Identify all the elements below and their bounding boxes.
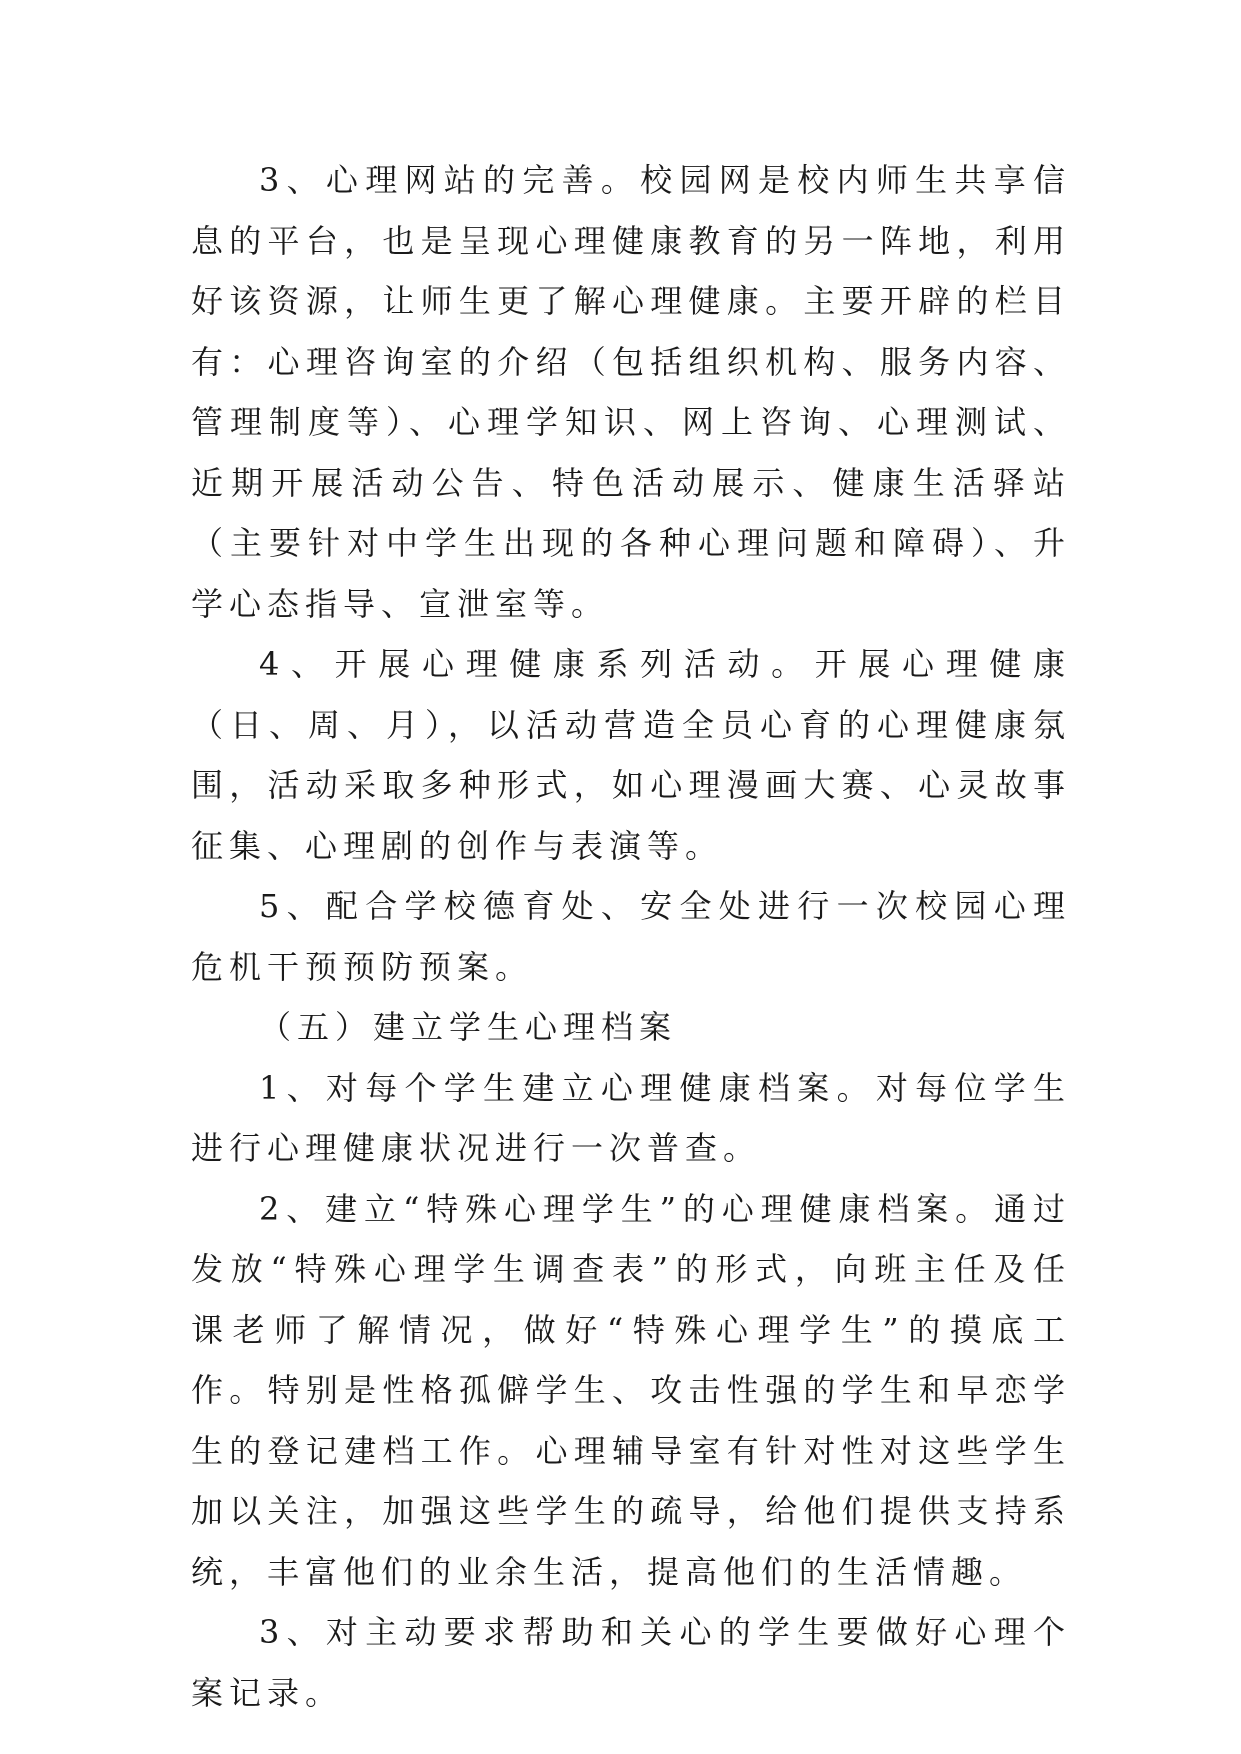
section-heading: （五）建立学生心理档案 bbox=[259, 1008, 678, 1046]
document-page bbox=[191, 150, 1071, 1723]
paragraph-case-records: 3、对主动要求帮助和关心的学生要做好心理个案记录。 bbox=[191, 1613, 1071, 1712]
paragraph-health-records: 1、对每个学生建立心理健康档案。对每位学生进行心理健康状况进行一次普查。 bbox=[191, 1068, 1071, 1167]
paragraph-crisis-plan: 5、配合学校德育处、安全处进行一次校园心理危机干预预防预案。 bbox=[191, 887, 1071, 986]
paragraph-activities: 4、开展心理健康系列活动。开展心理健康（日、周、月），以活动营造全员心育的心理健康氛围，活动采取多种形式，如心理漫画大赛、心灵故事征集、心理剧的创作与表演等。 bbox=[191, 645, 1071, 865]
paragraph-special-students: 2、建立“特殊心理学生”的心理健康档案。通过发放“特殊心理学生调查表”的形式，向班主任及任课老师了解情况，做好“特殊心理学生”的摸底工作。特别是性格孤僻学生、攻击性强的学生和早恋学生的登记建档工作。心理辅导室有针对性对这些学生加以关注，加强这些学生的疏导，给他们提供支持系统，丰富他们的业余生活，提高他们的生活情趣。 bbox=[191, 1189, 1071, 1591]
paragraph-website: 3、心理网站的完善。校园网是校内师生共享信息的平台，也是呈现心理健康教育的另一阵地，利用好该资源，让师生更了解心理健康。主要开辟的栏目有：心理咨询室的介绍（包括组织机构、服务内容、管理制度等）、心理学知识、网上咨询、心理测试、近期开展活动公告、特色活动展示、健康生活驿站（主要针对中学生出现的各种心理问题和障碍）、升学心态指导、宣泄室等。 bbox=[191, 161, 1071, 623]
